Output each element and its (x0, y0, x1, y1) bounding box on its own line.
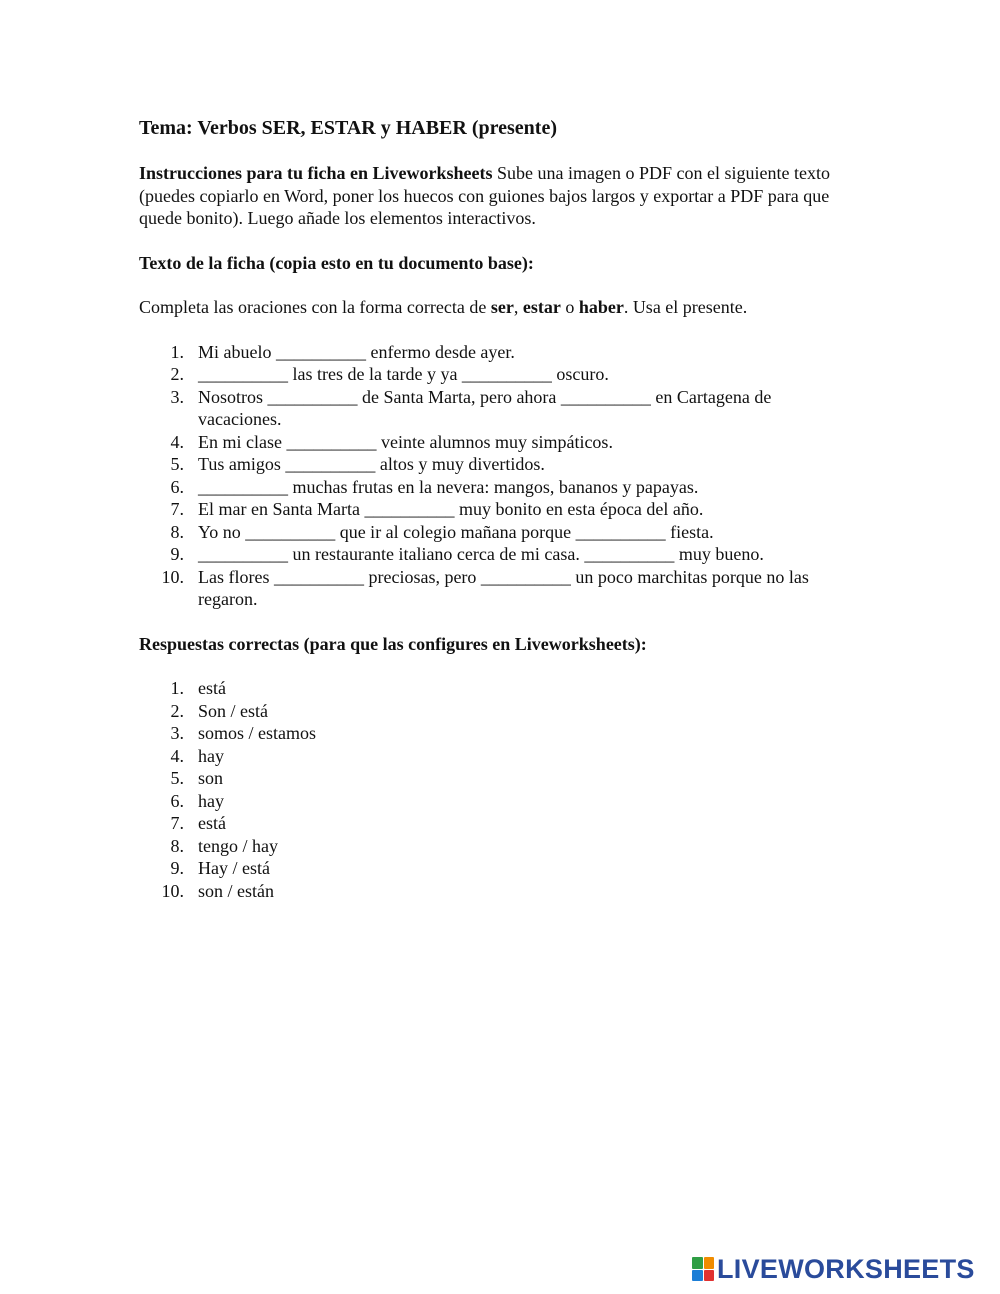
prompt-text-end: . Usa el presente. (623, 297, 748, 317)
exercise-number: 1. (170, 341, 184, 362)
exercise-item (139, 453, 859, 476)
answer-item (139, 722, 859, 745)
answer-text: son (198, 768, 224, 788)
answer-number: 2. (170, 700, 184, 721)
answer-text: hay (198, 745, 224, 766)
exercise-text: __________ muchas frutas en la nevera: mangos, bananos y papayas. (198, 476, 699, 497)
liveworksheets-logo-text: LIVEWORKSHEETS (717, 1254, 975, 1284)
answer-item (139, 812, 859, 835)
answer-text: está (198, 813, 226, 833)
exercise-text: __________ las tres de la tarde y ya __________ oscuro. (198, 364, 609, 384)
answer-text: son / están (198, 880, 274, 901)
prompt-verb-haber: haber (578, 297, 624, 317)
prompt-text-start: Completa las oraciones con la forma correcta de (139, 297, 491, 317)
exercise-item (139, 386, 859, 431)
exercise-text: Yo no __________ que ir al colegio mañana porque __________ fiesta. (198, 521, 714, 542)
exercise-number: 9. (170, 544, 184, 564)
exercise-item (139, 543, 859, 566)
answer-item (139, 790, 859, 813)
liveworksheets-logo-icon (692, 1257, 714, 1281)
exercise-number: 6. (170, 476, 184, 497)
instructions-paragraph (139, 162, 859, 230)
worksheet-heading: Texto de la ficha (copia esto en tu documento base): (139, 252, 534, 273)
answer-number: 10. (161, 880, 184, 901)
answer-number: 8. (170, 835, 184, 856)
answer-item (139, 880, 859, 903)
exercise-item (139, 363, 859, 386)
prompt-verb-ser: ser (490, 297, 514, 317)
answer-item (139, 700, 859, 723)
prompt-verb-estar: estar (522, 297, 561, 317)
answer-number: 6. (170, 790, 184, 811)
answer-text: Hay / está (198, 858, 270, 878)
exercise-text: Las flores __________ preciosas, pero __________ un poco marchitas porque no las regaron. (198, 566, 809, 609)
instructions-lead: Instrucciones para tu ficha en Liveworksheets (139, 163, 493, 183)
prompt-paragraph (139, 296, 859, 319)
logo-tile-orange (704, 1257, 715, 1269)
exercise-number: 2. (170, 364, 184, 384)
answer-text: tengo / hay (198, 835, 278, 856)
exercise-item (139, 341, 859, 364)
exercise-item (139, 498, 859, 521)
exercise-number: 4. (170, 431, 184, 452)
answer-item (139, 745, 859, 768)
answer-number: 9. (170, 858, 184, 878)
exercise-text: Tus amigos __________ altos y muy divertidos. (198, 454, 545, 474)
answer-text: está (198, 678, 226, 698)
logo-tile-blue (692, 1270, 703, 1282)
answers-heading: Respuestas correctas (para que las configures en Liveworksheets): (139, 633, 647, 654)
answer-text: hay (198, 790, 224, 811)
exercise-number: 5. (170, 454, 184, 474)
logo-tile-green (692, 1257, 703, 1269)
exercise-text: Mi abuelo __________ enfermo desde ayer. (198, 341, 515, 362)
answer-number: 1. (170, 678, 184, 698)
exercise-item (139, 476, 859, 499)
answer-text: somos / estamos (198, 723, 317, 743)
exercise-number: 10. (161, 566, 184, 587)
exercise-item (139, 566, 859, 611)
answer-number: 7. (170, 813, 184, 833)
document-title: Tema: Verbos SER, ESTAR y HABER (presente) (139, 117, 557, 139)
answer-text: Son / está (198, 700, 268, 721)
answer-item (139, 767, 859, 790)
answer-number: 3. (170, 723, 184, 743)
exercise-text: El mar en Santa Marta __________ muy bonito en esta época del año. (198, 499, 704, 519)
instructions-text: Sube una imagen o PDF con el siguiente texto (puedes copiarlo en Word, poner los huecos con guiones bajos largos y exportar a PDF para que quede bonito). Luego añade los elementos interactivos. (139, 163, 830, 228)
answer-item (139, 677, 859, 700)
exercise-item (139, 521, 859, 544)
exercise-item (139, 431, 859, 454)
document-content (139, 113, 859, 924)
answer-number: 4. (170, 745, 184, 766)
exercise-number: 3. (170, 386, 184, 407)
answer-number: 5. (170, 768, 184, 788)
exercise-text: En mi clase __________ veinte alumnos muy simpáticos. (198, 431, 613, 452)
prompt-conjunction: o (560, 297, 579, 317)
prompt-comma: , (513, 297, 523, 317)
answer-list (139, 677, 859, 902)
liveworksheets-logo[interactable] (692, 1254, 975, 1284)
exercise-number: 7. (170, 499, 184, 519)
exercise-text: __________ un restaurante italiano cerca de mi casa. __________ muy bueno. (198, 544, 764, 564)
exercise-list (139, 341, 859, 611)
answer-item (139, 835, 859, 858)
answer-item (139, 857, 859, 880)
logo-tile-red (704, 1270, 715, 1282)
exercise-text: Nosotros __________ de Santa Marta, pero ahora __________ en Cartagena de vacaciones. (198, 386, 772, 429)
exercise-number: 8. (170, 521, 184, 542)
